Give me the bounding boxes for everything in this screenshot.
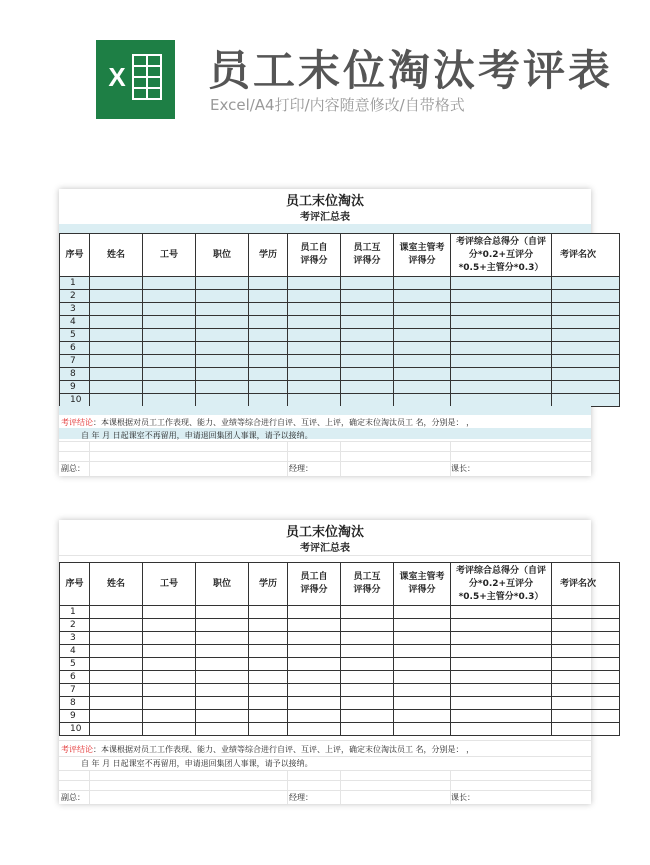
manager-signature-label: 经理： xyxy=(289,793,313,802)
col-header: 考评名次 xyxy=(552,563,620,606)
col-header: 考评综合总得分（自评分*0.2+互评分*0.5+主管分*0.3） xyxy=(451,563,552,606)
row-number: 8 xyxy=(60,697,90,710)
table-row xyxy=(60,277,620,290)
gridline xyxy=(59,555,591,556)
sheet-subtitle: 考评汇总表 xyxy=(300,212,350,223)
gridline xyxy=(287,441,288,476)
table-row xyxy=(60,710,620,723)
row-number: 3 xyxy=(60,632,90,645)
score-table xyxy=(59,233,620,407)
conclusion-line xyxy=(61,744,474,755)
col-header: 职位 xyxy=(196,563,249,606)
gridline xyxy=(59,756,591,757)
sheet-preview-plain xyxy=(59,520,597,804)
table-header-row xyxy=(60,563,620,606)
deputy-signature-label: 副总： xyxy=(61,464,85,473)
row-number: 9 xyxy=(60,381,90,394)
col-header: 姓名 xyxy=(90,563,143,606)
table-row xyxy=(60,619,620,632)
table-row xyxy=(60,290,620,303)
col-header: 姓名 xyxy=(90,234,143,277)
row-number: 10 xyxy=(60,723,90,736)
col-header: 员工自评得分 xyxy=(288,563,341,606)
gridline xyxy=(59,740,591,741)
conclusion-line-2: 自 年 月 日起课室不再留用，申请退回集团人事课，请予以接纳。 xyxy=(81,759,313,768)
table-row xyxy=(60,368,620,381)
row-number: 2 xyxy=(60,619,90,632)
col-header: 考评综合总得分（自评分*0.2+互评分*0.5+主管分*0.3） xyxy=(451,234,552,277)
table-row xyxy=(60,645,620,658)
sheet-title: 员工末位淘汰 xyxy=(285,525,364,540)
chief-signature-label: 课长： xyxy=(451,793,475,802)
col-header: 员工自评得分 xyxy=(288,234,341,277)
table-row xyxy=(60,697,620,710)
conclusion-line-2: 自 年 月 日起课室不再留用，申请退回集团人事课，请予以接纳。 xyxy=(81,431,313,440)
col-header: 学历 xyxy=(249,563,288,606)
row-number: 10 xyxy=(60,394,90,407)
page-title: 员工末位淘汰考评表 xyxy=(208,46,614,95)
table-row xyxy=(60,316,620,329)
col-header: 序号 xyxy=(60,563,90,606)
gridline xyxy=(59,790,591,791)
col-header: 课室主管考评得分 xyxy=(394,234,451,277)
col-header: 学历 xyxy=(249,234,288,277)
gridline xyxy=(340,770,341,804)
gridline xyxy=(59,461,591,462)
sheet-preview-tinted xyxy=(59,189,597,476)
score-table xyxy=(59,562,620,736)
conclusion-label: 考评结论 xyxy=(61,418,93,427)
col-header: 工号 xyxy=(143,234,196,277)
gridline xyxy=(59,780,591,781)
row-number: 7 xyxy=(60,684,90,697)
table-header-row xyxy=(60,234,620,277)
conclusion-text: ：本课根据对员工工作表现、能力、业绩等综合进行自评、互评、上评，确定末位淘汰员工 名，分别是： ， xyxy=(93,418,475,427)
table-row xyxy=(60,394,620,407)
row-number: 7 xyxy=(60,355,90,368)
row-number: 6 xyxy=(60,671,90,684)
gridline xyxy=(340,441,341,476)
excel-logo-icon xyxy=(96,40,175,119)
conclusion-line xyxy=(61,417,474,428)
gridline xyxy=(89,441,90,476)
page-subtitle: Excel/A4打印/内容随意修改/自带格式 xyxy=(210,96,465,114)
deputy-signature-label: 副总： xyxy=(61,793,85,802)
table-row xyxy=(60,723,620,736)
row-number: 1 xyxy=(60,277,90,290)
tint-band xyxy=(59,406,591,415)
table-row xyxy=(60,303,620,316)
row-number: 8 xyxy=(60,368,90,381)
gridline xyxy=(89,770,90,804)
logo-letter: X xyxy=(108,62,126,92)
row-number: 3 xyxy=(60,303,90,316)
row-number: 9 xyxy=(60,710,90,723)
row-number: 4 xyxy=(60,316,90,329)
table-row xyxy=(60,355,620,368)
col-header: 员工互评得分 xyxy=(341,563,394,606)
row-number: 2 xyxy=(60,290,90,303)
col-header: 考评名次 xyxy=(552,234,620,277)
col-header: 员工互评得分 xyxy=(341,234,394,277)
table-row xyxy=(60,658,620,671)
table-row xyxy=(60,329,620,342)
table-row xyxy=(60,342,620,355)
sheet-subtitle: 考评汇总表 xyxy=(300,543,350,554)
row-number: 1 xyxy=(60,606,90,619)
row-number: 6 xyxy=(60,342,90,355)
gridline xyxy=(59,770,591,771)
conclusion-text: ：本课根据对员工工作表现、能力、业绩等综合进行自评、互评、上评，确定末位淘汰员工 名，分别是： ， xyxy=(93,745,475,754)
row-number: 5 xyxy=(60,329,90,342)
col-header: 职位 xyxy=(196,234,249,277)
manager-signature-label: 经理： xyxy=(289,464,313,473)
gridline xyxy=(59,451,591,452)
spreadsheet-grid-icon xyxy=(132,54,162,100)
gridline xyxy=(287,770,288,804)
table-row xyxy=(60,684,620,697)
col-header: 序号 xyxy=(60,234,90,277)
col-header: 工号 xyxy=(143,563,196,606)
table-row xyxy=(60,632,620,645)
sheet-title: 员工末位淘汰 xyxy=(285,194,364,209)
col-header: 课室主管考评得分 xyxy=(394,563,451,606)
gridline xyxy=(59,441,591,442)
table-row xyxy=(60,671,620,684)
conclusion-label: 考评结论 xyxy=(61,745,93,754)
table-row xyxy=(60,606,620,619)
chief-signature-label: 课长： xyxy=(451,464,475,473)
row-number: 4 xyxy=(60,645,90,658)
row-number: 5 xyxy=(60,658,90,671)
tint-band xyxy=(59,224,591,233)
table-row xyxy=(60,381,620,394)
